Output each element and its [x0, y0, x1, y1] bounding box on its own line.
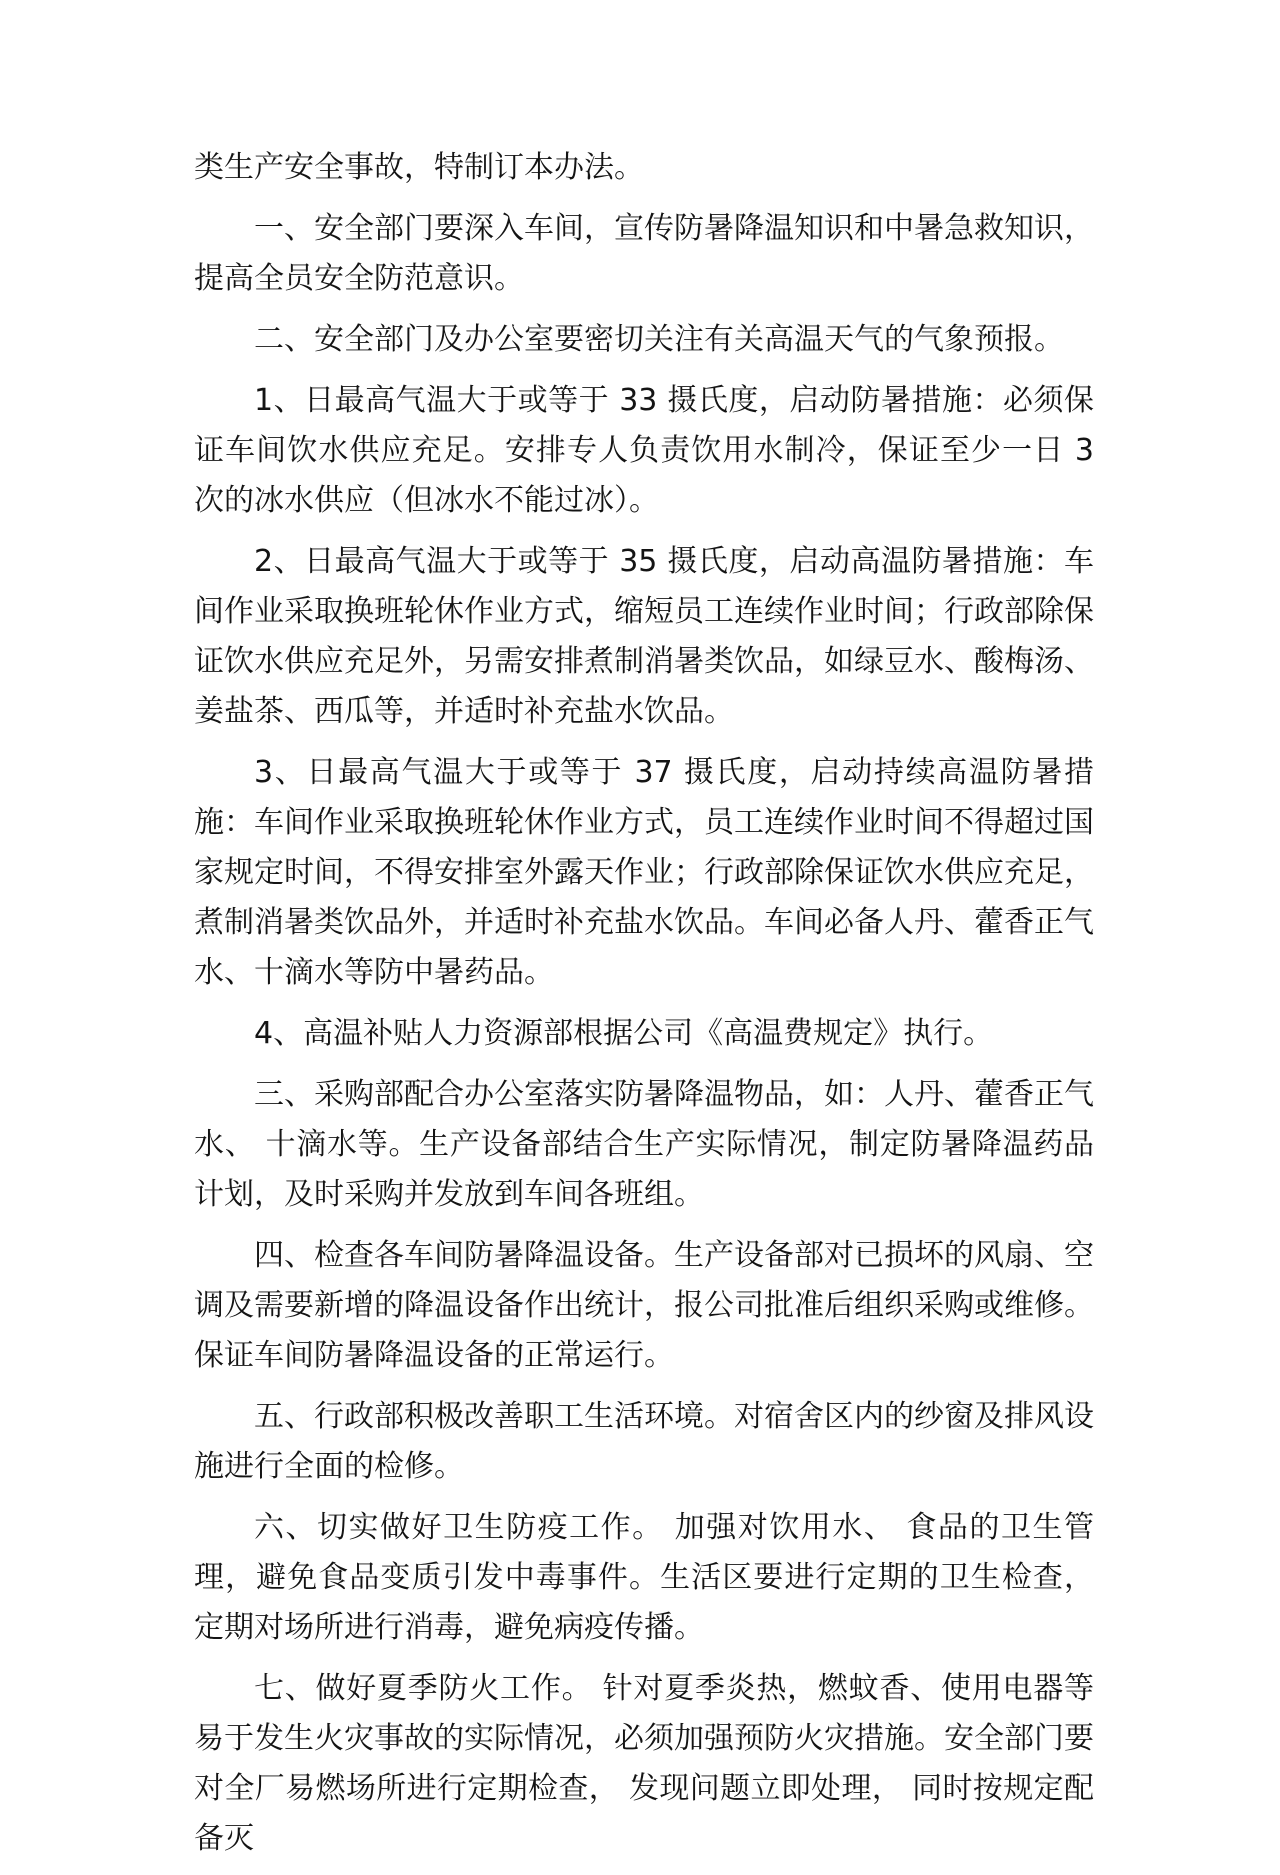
document-page [194, 143, 1094, 1875]
paragraph-item-2: 2、日最高气温大于或等于 35 摄氏度，启动高温防暑措施：车间作业采取换班轮休作业方式，缩短员工连续作业时间；行政部除保证饮水供应充足外，另需安排煮制消暑类饮品，如绿豆水、酸梅汤、姜盐茶、西瓜等，并适时补充盐水饮品。 [194, 544, 1094, 729]
paragraph-section-7: 七、做好夏季防火工作。 针对夏季炎热，燃蚊香、使用电器等易于发生火灾事故的实际情况，必须加强预防火灾措施。安全部门要对全厂易燃场所进行定期检查， 发现问题立即处理， 同时按规定配备灭 [194, 1671, 1094, 1856]
paragraph-item-1: 1、日最高气温大于或等于 33 摄氏度，启动防暑措施：必须保证车间饮水供应充足。安排专人负责饮用水制冷，保证至少一日 3 次的冰水供应（但冰水不能过冰）。 [194, 383, 1094, 518]
paragraph-continued: 类生产安全事故，特制订本办法。 [194, 150, 644, 185]
paragraph-section-1: 一、安全部门要深入车间，宣传防暑降温知识和中暑急救知识，提高全员安全防范意识。 [194, 211, 1094, 296]
paragraph-item-3: 3、日最高气温大于或等于 37 摄氏度，启动持续高温防暑措施：车间作业采取换班轮休作业方式，员工连续作业时间不得超过国家规定时间，不得安排室外露天作业；行政部除保证饮水供应充足，煮制消暑类饮品外，并适时补充盐水饮品。车间必备人丹、藿香正气水、十滴水等防中暑药品。 [194, 755, 1094, 990]
paragraph-item-4: 4、高温补贴人力资源部根据公司《高温费规定》执行。 [254, 1016, 994, 1051]
paragraph-section-5: 五、行政部积极改善职工生活环境。对宿舍区内的纱窗及排风设施进行全面的检修。 [194, 1399, 1094, 1484]
paragraph-section-3: 三、采购部配合办公室落实防暑降温物品，如：人丹、藿香正气水、 十滴水等。生产设备部结合生产实际情况，制定防暑降温药品计划，及时采购并发放到车间各班组。 [194, 1077, 1094, 1212]
paragraph-section-2: 二、安全部门及办公室要密切关注有关高温天气的气象预报。 [254, 322, 1064, 357]
paragraph-section-6: 六、切实做好卫生防疫工作。 加强对饮用水、 食品的卫生管理，避免食品变质引发中毒事件。生活区要进行定期的卫生检查， 定期对场所进行消毒，避免病疫传播。 [194, 1510, 1094, 1645]
paragraph-section-4: 四、检查各车间防暑降温设备。生产设备部对已损坏的风扇、空调及需要新增的降温设备作出统计，报公司批准后组织采购或维修。保证车间防暑降温设备的正常运行。 [194, 1238, 1094, 1373]
